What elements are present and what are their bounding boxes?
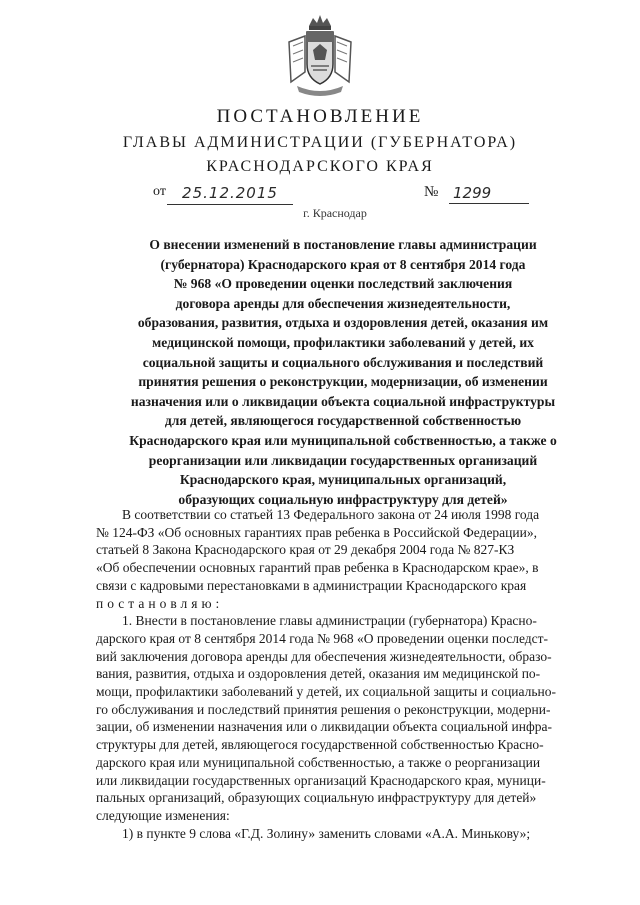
body-line: дарского края или муниципальной собственностью, а также о реорганизации	[96, 754, 541, 770]
body-line: вания, развития, отдыха и оздоровления детей, оказания им медицинской по-	[96, 666, 541, 682]
city-label: г. Краснодар	[303, 206, 367, 220]
handwritten-date-field: 25.12.2015	[167, 184, 293, 205]
body-line: «Об обеспечении основных гарантий прав ребенка в Краснодарском крае», в	[96, 560, 539, 576]
body-line: статьей 8 Закона Краснодарского края от 29 декабря 2004 года № 827-КЗ	[96, 542, 515, 558]
body-line: пальных организаций, образующих социальную инфраструктуру для детей»	[96, 790, 537, 806]
heading-line: реорганизации или ликвидации государственных организаций	[148, 452, 538, 468]
body-line: го обслуживания и последствий принятия решения о реконструкции, модерни-	[96, 701, 551, 717]
body-line: В соответствии со статьей 13 Федерального закона от 24 июля 1998 года	[122, 507, 540, 522]
heading-line: принятия решения о реконструкции, модернизации, об изменении	[138, 374, 548, 390]
heading-line: медицинской помощи, профилактики заболеваний у детей, их	[152, 334, 534, 350]
body-line: или ликвидации государственных организаций Краснодарского края, муници-	[96, 772, 546, 788]
resolution-body	[96, 506, 594, 842]
body-line: № 124-ФЗ «Об основных гарантиях прав ребенка в Российской Федерации»,	[96, 524, 537, 540]
issuer-line-1: ГЛАВЫ АДМИНИСТРАЦИИ (ГУБЕРНАТОРА)	[122, 134, 518, 151]
heading-line: Краснодарского края, муниципальных организаций,	[179, 472, 507, 488]
body-line: следующие изменения:	[96, 807, 230, 823]
body-line: связи с кадровыми перестановками в администрации Краснодарского края	[96, 577, 527, 593]
krasnodar-coat-of-arms-emblem	[283, 12, 357, 98]
issuer-line-2: КРАСНОДАРСКОГО КРАЯ	[206, 158, 434, 175]
heading-line: социальной защиты и социального обслуживания и последствий	[142, 354, 544, 370]
handwritten-number-field: 1299	[449, 184, 529, 204]
heading-line: (губернатора) Краснодарского края от 8 сентября 2014 года	[160, 256, 526, 272]
number-label: №	[424, 184, 439, 200]
body-line: вий заключения договора аренды для обеспечения жизнедеятельности, образо-	[96, 648, 552, 664]
heading-line: Краснодарского края или муниципальной собственностью, а также о	[129, 432, 557, 448]
body-line: мощи, профилактики заболеваний у детей, их социальной защиты и социально-	[96, 684, 557, 700]
body-line: 1. Внести в постановление главы администрации (губернатора) Красно-	[122, 613, 537, 629]
body-line-decree-word: постановляю:	[96, 595, 224, 611]
heading-line: О внесении изменений в постановление главы администрации	[149, 237, 537, 252]
heading-line: для детей, являющегося государственной собственностью	[164, 413, 522, 429]
body-line: структуры для детей, являющегося государственной собственностью Красно-	[96, 737, 544, 753]
resolution-heading	[108, 235, 578, 509]
date-label: от	[153, 184, 166, 199]
body-line: зации, об изменении назначения или о ликвидации объекта социальной инфра-	[96, 719, 552, 735]
heading-line: назначения или о ликвидации объекта социальной инфраструктуры	[130, 393, 556, 409]
body-line: 1) в пункте 9 слова «Г.Д. Золину» заменить словами «А.А. Минькову»;	[122, 825, 531, 841]
heading-line: образования, развития, отдыха и оздоровления детей, оказания им	[137, 315, 549, 331]
document-type-title: ПОСТАНОВЛЕНИЕ	[216, 106, 424, 127]
body-line: дарского края от 8 сентября 2014 года № 968 «О проведении оценки последст-	[96, 630, 549, 646]
heading-line: № 968 «О проведении оценки последствий заключения	[173, 276, 513, 292]
heading-line: образующих социальную инфраструктуру для детей»	[178, 491, 508, 507]
heading-line: договора аренды для обеспечения жизнедеятельности,	[175, 295, 511, 311]
